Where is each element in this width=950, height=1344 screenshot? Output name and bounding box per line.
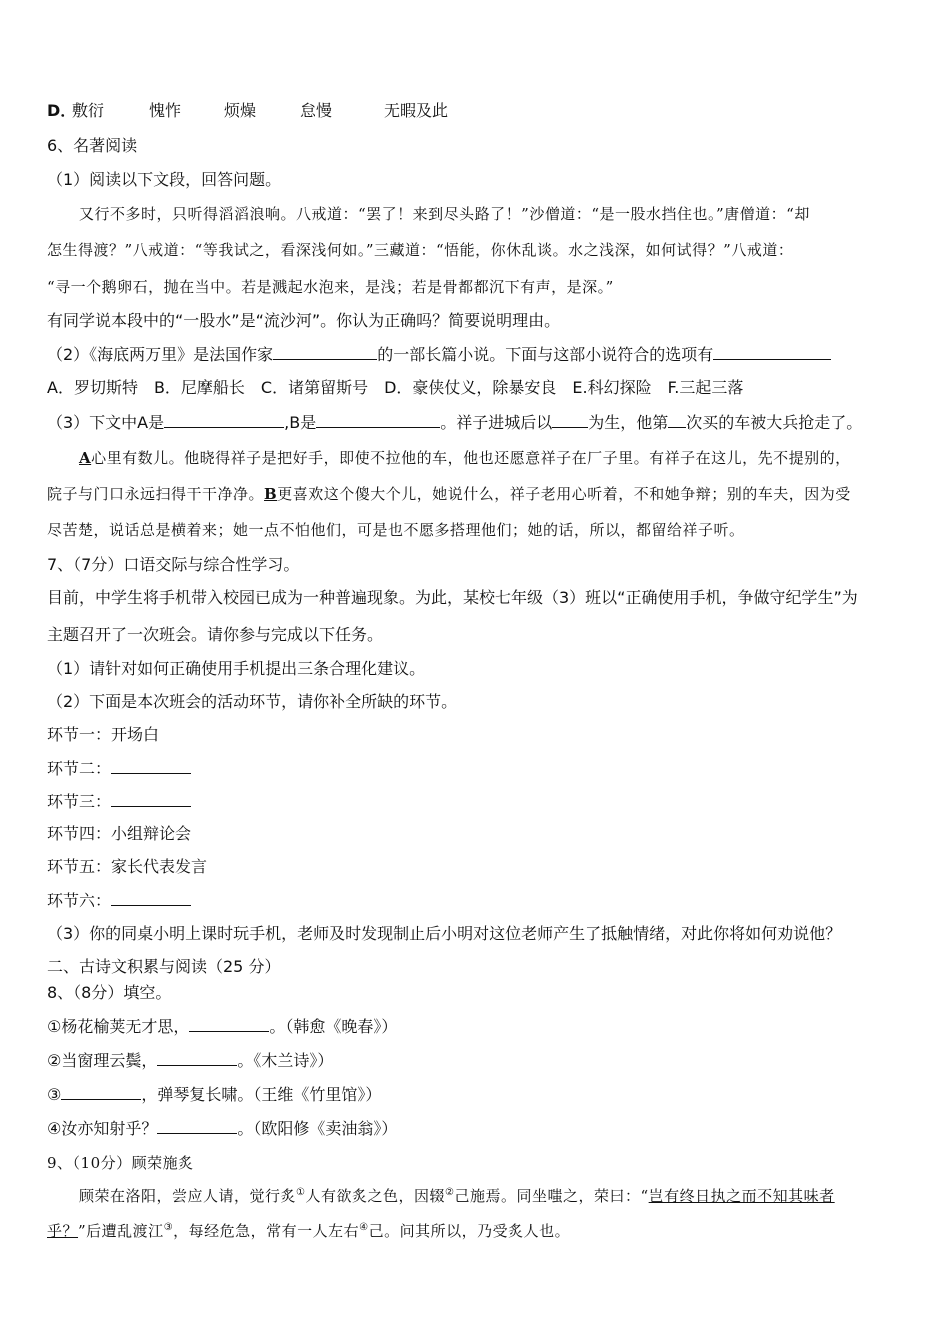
q8-blank-4[interactable]: [157, 1118, 237, 1134]
q8-line-3-a: ③: [47, 1085, 62, 1104]
q8-blank-2[interactable]: [157, 1050, 237, 1066]
blank-number[interactable]: [668, 412, 686, 428]
q7-step-3: [47, 791, 191, 812]
q9-text-1c: 己施焉。同坐嗤之，荣曰：“: [454, 1187, 649, 1205]
q7-title: 7、（7分）口语交际与综合性学习。: [47, 555, 300, 574]
q9-title: 9、（10分）顾荣施炙: [47, 1154, 194, 1172]
word-3: 烦燥: [224, 101, 257, 120]
blank-a[interactable]: [164, 412, 284, 428]
q6-part3-text-c: 。祥子进城后以: [440, 413, 553, 432]
option-label: D．: [47, 101, 77, 120]
q6-title: 6、名著阅读: [47, 136, 138, 155]
step-2-label: 环节二：: [47, 759, 112, 778]
q6-part2-question: [47, 344, 831, 365]
blank-b[interactable]: [316, 412, 440, 428]
q9-underlined-1: 岂有终日执之而不知其味者: [648, 1187, 835, 1205]
q6-part3-text-e: 次买的车被大兵抢走了。: [686, 413, 863, 432]
q6-part3-text-a: （3）下文中A是: [47, 413, 165, 432]
q6-passage3-line-2: [47, 484, 851, 504]
q7-task-3: （3）你的同桌小明上课时玩手机，老师及时发现制止后小明对这位老师产生了抵触情绪，对此你将如何劝说他？: [47, 924, 842, 943]
q8-title: 8、（8分）填空。: [47, 983, 172, 1002]
q6-part3-text-b: ,B是: [284, 413, 317, 432]
q6-part1-question: 有同学说本段中的“一股水”是“流沙河”。你认为正确吗？简要说明理由。: [47, 311, 561, 330]
blank-living[interactable]: [552, 412, 588, 428]
q8-line-1-a: ①杨花榆荚无才思，: [47, 1017, 190, 1036]
step-2-blank[interactable]: [111, 758, 191, 774]
q8-line-1-b: 。（韩愈《晚春》）: [269, 1017, 398, 1036]
footnote-1: ①: [296, 1187, 306, 1198]
q6-part2-text-b: 的一部长篇小说。下面与这部小说符合的选项有: [377, 345, 714, 364]
q6-passage3-line-3: 尽苦楚，说话总是横着来；她一点不怕他们，可是也不愿多搭理他们；她的话，所以，都留给祥子听。: [47, 521, 745, 539]
q9-text-2b: ，每经危急，常有一人左右: [173, 1222, 360, 1240]
section-2-title: 二、古诗文积累与阅读（25 分）: [47, 957, 281, 976]
q8-line-1: [47, 1016, 397, 1037]
step-3-label: 环节三：: [47, 792, 112, 811]
q9-underlined-2: 乎？: [47, 1222, 79, 1240]
q6-passage-line-3: “寻一个鹅卵石，抛在当中。若是溅起水泡来，是浅；若是骨都都沉下有声，是深。”: [47, 278, 614, 296]
step-3-blank[interactable]: [111, 791, 191, 807]
q5-option-d: [47, 101, 449, 121]
footnote-2: ②: [445, 1187, 455, 1198]
word-4: 怠慢: [300, 101, 333, 120]
options-blank[interactable]: [713, 344, 831, 360]
q9-passage-line-1: [79, 1186, 835, 1206]
q6-part2-options: A．罗切斯特 B．尼摩船长 C．诸第留斯号 D．豪侠仗义，除暴安良 E.科幻探险 F.三起三落: [47, 378, 744, 397]
q8-line-4-a: ④汝亦知射乎？: [47, 1119, 158, 1138]
q7-intro-line-1: 目前，中学生将手机带入校园已成为一种普遍现象。为此，某校七年级（3）班以“正确使用手机，争做守纪学生”为: [47, 588, 858, 607]
q6-passage-line-2: 怎生得渡？”八戒道：“等我试之，看深浅何如。”三藏道：“悟能，你休乱谈。水之浅深，如何试得？”八戒道：: [47, 241, 794, 259]
q8-line-4: [47, 1118, 397, 1139]
q6-passage-line-1: 又行不多时，只听得滔滔浪响。八戒道：“罢了！来到尽头路了！”沙僧道：“是一股水挡住也。”唐僧道：“却: [79, 205, 810, 223]
q7-step-6: [47, 890, 191, 911]
marker-b: B: [264, 485, 278, 503]
passage3-text-1: 心里有数儿。他晓得祥子是把好手，即使不拉他的车，他也还愿意祥子在厂子里。有祥子在这儿，先不提别的，: [91, 449, 851, 467]
q8-line-4-b: 。（欧阳修《卖油翁》）: [237, 1119, 398, 1138]
author-blank[interactable]: [273, 344, 377, 360]
q7-step-5: 环节五：家长代表发言: [47, 857, 208, 876]
q6-passage3-line-1: [79, 448, 851, 468]
footnote-3: ③: [163, 1222, 174, 1233]
q9-text-2a: ”后遭乱渡江: [78, 1222, 164, 1240]
word-2: 愧怍: [149, 101, 182, 120]
q9-text-1b: 人有欲炙之色，因辍: [305, 1187, 445, 1205]
q8-blank-3[interactable]: [61, 1084, 141, 1100]
q8-line-2-a: ②当窗理云鬓，: [47, 1051, 158, 1070]
q8-line-2: [47, 1050, 333, 1071]
q7-step-1: 环节一：开场白: [47, 725, 160, 744]
q7-step-4: 环节四：小组辩论会: [47, 824, 192, 843]
word-5: 无暇及此: [384, 101, 449, 120]
word-1: 敷衍: [72, 101, 105, 120]
q9-passage-line-2: [47, 1221, 570, 1241]
footnote-4: ④: [359, 1222, 369, 1233]
q6-part3-text-d: 为生，他第: [588, 413, 669, 432]
q8-line-3-b: ，弹琴复长啸。（王维《竹里馆》）: [141, 1085, 382, 1104]
q7-intro-line-2: 主题召开了一次班会。请你参与完成以下任务。: [47, 625, 384, 644]
passage3-text-2b: 更喜欢这个傻大个儿，她说什么，祥子老用心听着，不和她争辩；别的车夫，因为受: [277, 485, 851, 503]
q7-task-1: （1）请针对如何正确使用手机提出三条合理化建议。: [47, 659, 426, 678]
marker-a: A: [79, 449, 92, 467]
q6-part2-text-a: （2）《海底两万里》是法国作家: [47, 345, 274, 364]
q6-part1-intro: （1）阅读以下文段，回答问题。: [47, 170, 282, 189]
step-6-label: 环节六：: [47, 891, 112, 910]
q8-line-3: [47, 1084, 381, 1105]
q7-step-2: [47, 758, 191, 779]
q8-line-2-b: 。《木兰诗》）: [237, 1051, 334, 1070]
q6-part3-question: [47, 412, 862, 433]
q9-text-1a: 顾荣在洛阳，尝应人请，觉行炙: [79, 1187, 297, 1205]
step-6-blank[interactable]: [111, 890, 191, 906]
q9-text-2c: 己。问其所以，乃受炙人也。: [368, 1222, 571, 1240]
passage3-text-2a: 院子与门口永远扫得干干净净。: [47, 485, 265, 503]
q8-blank-1[interactable]: [189, 1016, 269, 1032]
q7-task-2: （2）下面是本次班会的活动环节，请你补全所缺的环节。: [47, 692, 458, 711]
